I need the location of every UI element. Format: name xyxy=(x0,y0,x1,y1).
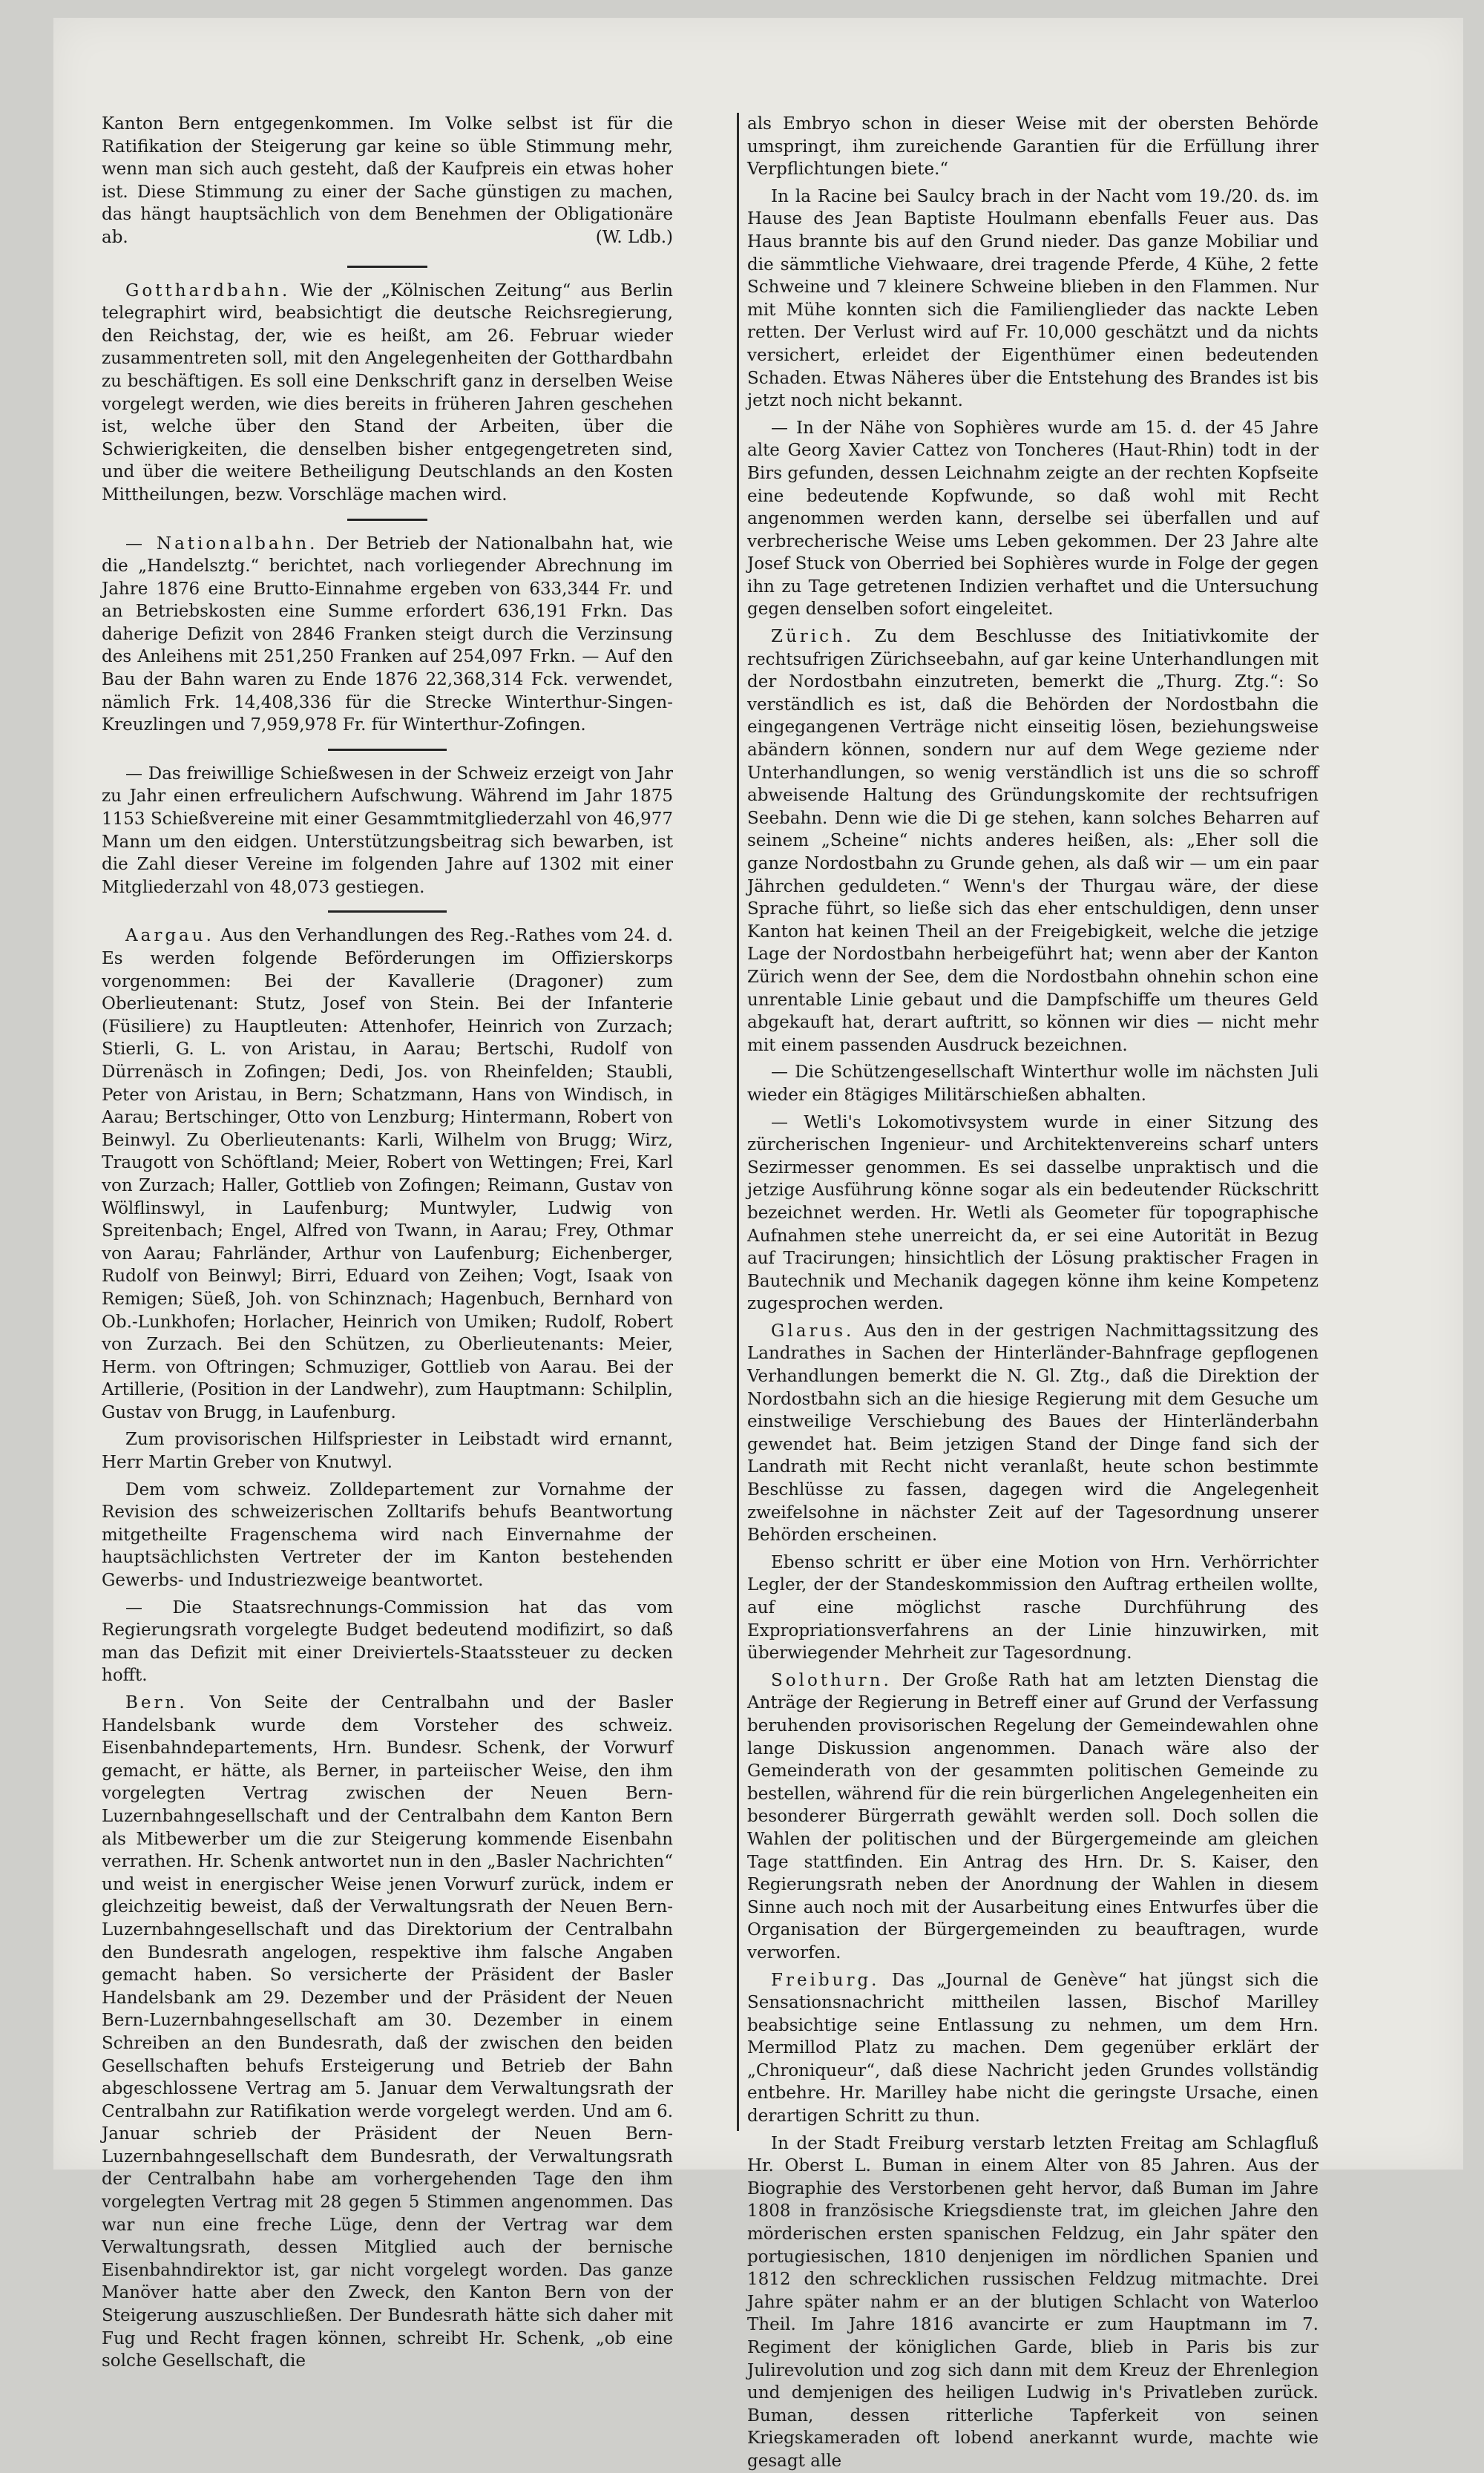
article-zuerich xyxy=(747,625,1319,1057)
article-schiesswesen: — Das freiwillige Schießwesen in der Schweiz erzeigt von Jahr zu Jahr einen erfreulichern Aufschwung. Während im Jahr 1875 1153 Schießvereine mit einer Gesammtmitgliederzahl von 46,977 Mann um den eidgen. Unterstützungsbeitrag sich bewarben, ist die Zahl dieser Vereine im folgenden Jahre auf 1302 mit einer Mitgliederzahl von 48,073 gestiegen. xyxy=(102,763,673,897)
article-text: Von Seite der Centralbahn und der Basler Handelsbank wurde dem Vorsteher des schweiz. Eisenbahndepartements, Hrn. Bundesr. Schenk, der Vorwurf gemacht, er hätte, als Berner, in parteiischer Weise, den ihm vorgelegten Vertrag zwischen der Neuen Bern-Luzernbahngesellschaft und der Centralbahn dem Kanton Bern als Mitbewerber um die zur Steigerung kommende Eisenbahn verrathen. Hr. Schenk antwortet nun in den „Basler Nachrichten“ und weist in energischer Weise jenen Vorwurf zurück, indem er gleichzeitig beweist, daß der Verwaltungsrath der Neuen Bern-Luzernbahngesellschaft und das Direktorium der Centralbahn den Bundesrath angelogen, respektive ihm falsche Angaben gemacht haben. So versicherte der Präsident der Basler Handelsbank am 29. Dezember und der Präsident der Neuen Bern-Luzernbahngesellschaft am 30. Dezember in einem Schreiben an den Bundesrath, daß der zwischen den beiden Gesellschaften behufs Ersteigerung und Betrieb der Bahn abgeschlossene Vertrag am 5. Januar dem Verwaltungsrath der Centralbahn zur Ratifikation werde vorgelegt werden. Und am 6. Januar schrieb der Präsident der Neuen Bern-Luzernbahngesellschaft dem Bundesrath, der Verwaltungsrath der Centralbahn habe am vorhergehenden Tage den ihm vorgelegten Vertrag mit 28 gegen 5 Stimmen angenommen. Das war nun eine freche Lüge, denn der Vertrag war dem Verwaltungsrath, dessen Mitglied auch der bernische Eisenbahndirektor ist, gar nicht vorgelegt worden. Das ganze Manöver hatte aber den Zweck, den Kanton Bern von der Steigerung auszuschließen. Der Bundesrath hätte sich daher mit Fug und Recht fragen können, schreibt Hr. Schenk, „ob eine solche Gesellschaft, die xyxy=(102,1693,673,2371)
section-heading: Solothurn. xyxy=(771,1670,892,1690)
section-heading: Glarus. xyxy=(771,1321,855,1341)
article-text: Das „Journal de Genève“ hat jüngst sich die Sensationsnachricht mittheilen lassen, Bischof Marilley beabsichtige seine Entlassung zu nehmen, um dem Hrn. Mermillod Platz zu machen. Dem gegenüber erklärt der „Chroniqueur“, daß diese Nachricht jeden Grundes vollständig entbehre. Hr. Marilley habe nicht die geringste Ursache, einen derartigen Schritt zu thun. xyxy=(747,1970,1319,2126)
article-text: Zu dem Beschlusse des Initiativkomite der rechtsufrigen Zürichseebahn, auf gar keine Unterhandlungen mit der Nordostbahn einzutreten, bemerkt die „Thurg. Ztg.“: So verständlich es ist, daß die Behörden der Nordostbahn die eingegangenen Verträge nicht einseitig lösen, beziehungsweise abändern können, sondern nur auf dem Wege gezieme nder Unterhandlungen, so wenig verständlich ist uns die so schroff abweisende Haltung des Gründungskomite der rechtsufrigen Seebahn. Denn wie die Di ge stehen, kann solches Beharren auf seinem „Scheine“ nichts anderes heißen, als: „Eher soll die ganze Nordostbahn zu Grunde gehen, als daß wir — um ein paar Jährchen geduldeten.“ Wenn's der Thurgau wäre, der diese Sprache führt, so ließe sich das eher entschuldigen, denn unser Kanton hat keinen Theil an der Freigebigkeit, welche die jetzige Lage der Nordostbahn herbeigeführt hat; wenn aber der Kanton Zürich wenn der See, dem die Nordostbahn ohnehin schon eine unrentable Linie gebaut und die Dampfschiffe um theures Geld abgekauft hat, derart auftritt, so können wir dies — nicht mehr mit einem passenden Ausdruck bezeichnen. xyxy=(747,627,1319,1055)
newspaper-page xyxy=(53,18,1463,2471)
article-paragraph: — Die Schützengesellschaft Winterthur wolle im nächsten Juli wieder ein 8tägiges Militärschießen abhalten. xyxy=(747,1063,1319,1105)
source-signature: (W. Ldb.) xyxy=(595,227,673,247)
section-heading: — Nationalbahn. xyxy=(125,533,318,554)
article-paragraph: — In der Nähe von Sophières wurde am 15. d. der 45 Jahre alte Georg Xavier Cattez von Toncheres (Haut-Rhin) todt in der Birs gefunden, dessen Leichnahm zeigte an der rechten Kopfseite eine bedeutende Kopfwunde, so daß wohl mit Recht angenommen werden kann, derselbe sei überfallen und auf verbrecherische Weise ums Leben gekommen. Der 23 Jahre alte Josef Stuck von Oberried bei Sophières wurde in Folge der gegen ihn zu Tage getretenen Indizien verhaftet und die Untersuchung gegen denselben sofort eingeleitet. xyxy=(747,418,1319,620)
article-text: Wie der „Kölnischen Zeitung“ aus Berlin telegraphirt wird, beabsichtigt die deutsche Reichsregierung, den Reichstag, der, wie es heißt, am 26. Februar wieder zusammentreten soll, mit den Angelegenheiten der Gotthardbahn zu beschäftigen. Es soll eine Denkschrift ganz in derselben Weise vorgelegt werden, wie dies bereits in früheren Jahren geschehen ist, welche über den Stand der Arbeiten, über die Schwierigkeiten, die denselben bisher entgegengetreten sind, und über die weitere Betheiligung Deutschlands an den Kosten Mittheilungen, bezw. Vorschläge machen wird. xyxy=(102,280,673,505)
article-paragraph: Ebenso schritt er über eine Motion von Hrn. Verhörrichter Legler, der der Standeskommission den Auftrag ertheilen wollte, auf eine möglichst rasche Durchführung des Expropriationsverfahrens an der Linie hinzuwirken, mit überwiegender Mehrheit zur Tagesordnung. xyxy=(747,1552,1319,1664)
section-divider xyxy=(328,910,447,913)
column-rule xyxy=(737,113,739,2131)
article-continuation: als Embryo schon in dieser Weise mit der obersten Behörde umspringt, ihm zureichende Garantien für die Erfüllung ihrer Verpflichtungen biete.“ xyxy=(747,114,1319,180)
article-paragraph: — Die Staatsrechnungs-Commission hat das vom Regierungsrath vorgelegte Budget bedeutend modifizirt, so daß man das Defizit mit einer Dreiviertels-Staatssteuer zu decken hofft. xyxy=(102,1597,673,1686)
section-heading: Gotthardbahn. xyxy=(125,280,291,300)
article-paragraph: In der Stadt Freiburg verstarb letzten Freitag am Schlagfluß Hr. Oberst L. Buman in einem Alter von 85 Jahren. Aus der Biographie des Verstorbenen geht hervor, daß Buman im Jahre 1808 in französische Kriegsdienste trat, im gleichen Jahre den mörderischen ersten spanischen Feldzug, ein Jahr später den portugiesischen, 1810 denjenigen im nördlichen Spanien und 1812 den schrecklichen russischen Feldzug mitmachte. Drei Jahre später nahm er an der blutigen Schlacht von Waterloo Theil. Im Jahre 1816 avancirte er zum Hauptmann im 7. Regiment der königlichen Garde, blieb in Paris bis zur Julirevolution und zog sich dann mit dem Kreuz der Ehrenlegion und demjenigen des heiligen Ludwig in's Privatleben zurück. Buman, dessen ritterliche Tapferkeit von seinen Kriegskameraden oft lobend anerkannt wurde, machte wie gesagt alle xyxy=(747,2133,1319,2471)
article-text: Kanton Bern entgegenkommen. Im Volke selbst ist für die Ratifikation der Steigerung gar keine so üble Stimmung mehr, wenn man sich auch gesteht, daß der Kaufpreis ein etwas hoher ist. Diese Stimmung zu einer der Sache günstigen zu machen, das hängt hauptsächlich von dem Benehmen der Obligationäre ab. xyxy=(102,114,673,247)
article-gotthardbahn xyxy=(102,280,673,507)
article-glarus xyxy=(747,1320,1319,1547)
article-bern xyxy=(102,1692,673,2373)
article-nationalbahn xyxy=(102,533,673,737)
article-paragraph: Dem vom schweiz. Zolldepartement zur Vornahme der Revision des schweizerischen Zolltarifs behufs Beantwortung mitgetheilte Fragenschema wird nach Einvernahme der hauptsächlichsten Vertreter der im Kanton bestehenden Gewerbs- und Industriezweige beantwortet. xyxy=(102,1479,673,1591)
article-freiburg xyxy=(747,1969,1319,2128)
section-heading: Zürich. xyxy=(771,627,855,647)
article-paragraph: Zum provisorischen Hilfspriester in Leibstadt wird ernannt, Herr Martin Greber von Knutwyl. xyxy=(102,1430,673,1473)
section-heading: Bern. xyxy=(125,1693,188,1712)
section-divider xyxy=(347,266,427,268)
right-column xyxy=(747,113,1319,2471)
article-text: Der Große Rath hat am letzten Dienstag die Anträge der Regierung in Betreff einer auf Grund der Verfassung beruhenden provisorischen Regelung der Gemeindewahlen ohne lange Diskussion angenommen. Danach wäre also der Gemeinderath von der gesammten politischen Gemeinde zu bestellen, während für die rein bürgerlichen Angelegenheiten ein besonderer Bürgerrath gewählt werden soll. Doch sollen die Wahlen der politischen und der Bürgergemeinde am gleichen Tage stattfinden. Ein Antrag des Hrn. Dr. S. Kaiser, den Regierungsrath neben der Anordnung der Wahlen in diesem Sinne auch noch mit der Ausarbeitung eines Entwurfes über die Organisation der Bürgergemeinden zu beauftragen, wurde verworfen. xyxy=(747,1670,1319,1963)
section-heading: Aargau. xyxy=(125,926,214,946)
section-divider xyxy=(347,519,427,521)
article-text: Aus den in der gestrigen Nachmittagssitzung des Landrathes in Sachen der Hinterländer-Bahnfrage gepflogenen Verhandlungen bemerkt die N. Gl. Ztg., daß die Direktion der Nordostbahn sich an die hiesige Regierung mit dem Gesuche um einstweilige Verschiebung des Baues der Hinterländerbahn gewendet hat. Beim jetzigen Stand der Dinge fand sich der Landrath mit Recht nicht veranlaßt, heute schon bestimmte Beschlüsse zu fassen, dagegen wird die Angelegenheit zweifelsohne in nächster Zeit auf der Tagesordnung unserer Behörden erscheinen. xyxy=(747,1321,1319,1546)
article-aargau xyxy=(102,924,673,1424)
article-bern-continuation xyxy=(102,113,673,249)
section-divider xyxy=(328,749,447,751)
left-column xyxy=(102,113,674,2371)
article-solothurn xyxy=(747,1669,1319,1965)
article-paragraph: — Wetli's Lokomotivsystem wurde in einer Sitzung des zürcherischen Ingenieur- und Architektenvereins scharf unters Sezirmesser genommen. Es sei dasselbe unpraktisch und die jetzige Ausführung könne sogar als ein bedeutender Rückschritt bezeichnet werden. Hr. Wetli als Geometer für topographische Aufnahmen stehe unerreicht da, er sei eine Autorität in Bezug auf Tracirungen; hinsichtlich der Lösung praktischer Fragen in Bautechnik und Mechanik dagegen könne ihm keine Kompetenz zugesprochen werden. xyxy=(747,1112,1319,1314)
article-text: Aus den Verhandlungen des Reg.-Rathes vom 24. d. Es werden folgende Beförderungen im Offizierskorps vorgenommen: Bei der Kavallerie (Dragoner) zum Oberlieutenant: Stutz, Josef von Stein. Bei der Infanterie (Füsiliere) zu Hauptleuten: Attenhofer, Heinrich von Zurzach; Stierli, G. L. von Aristau, in Aarau; Bertschi, Rudolf von Dürrenäsch in Zofingen; Dedi, Jos. von Rheinfelden; Staubli, Peter von Aristau, in Bern; Schatzmann, Hans von Windisch, in Aarau; Bertschinger, Otto von Lenzburg; Hintermann, Robert von Beinwyl. Zu Oberlieutenants: Karli, Wilhelm von Brugg; Wirz, Traugott von Schöftland; Meier, Robert von Wettingen; Frei, Karl von Zurzach; Haller, Gottlieb von Zofingen; Reimann, Gustav von Wölflinswyl, in Laufenburg; Muntwyler, Ludwig von Spreitenbach; Engel, Alfred von Twann, in Aarau; Frey, Othmar von Aarau; Fahrländer, Arthur von Laufenburg; Eichenberger, Rudolf von Beinwyl; Birri, Eduard von Zeihen; Vogt, Isaak von Remigen; Süeß, Joh. von Schinznach; Hagenbuch, Bernhard von Ob.-Lunkhofen; Horlacher, Heinrich von Umiken; Rudolf, Robert von Zurzach. Bei den Schützen, zu Oberlieutenants: Meier, Herm. von Oftringen; Schmuziger, Gottlieb von Aarau. Bei der Artillerie, (Position in der Landwehr), zum Hauptmann: Schilplin, Gustav von Brugg, in Laufenburg. xyxy=(102,926,674,1422)
article-paragraph: In la Racine bei Saulcy brach in der Nacht vom 19./20. ds. im Hause des Jean Baptiste Houlmann ebenfalls Feuer aus. Das Haus brannte bis auf den Grund nieder. Das ganze Mobiliar und die sämmtliche Viehwaare, drei tragende Pferde, 4 Kühe, 2 fette Schweine und 7 kleinere Schweine blieben in den Flammen. Nur mit Mühe konnten sich die Familienglieder das nackte Leben retten. Der Verlust wird auf Fr. 10,000 geschätzt und da nichts versichert, erleidet der Eigenthümer einen bedeutenden Schaden. Etwas Näheres über die Entstehung des Brandes ist bis jetzt noch nicht bekannt. xyxy=(747,186,1319,411)
article-text: Der Betrieb der Nationalbahn hat, wie die „Handelsztg.“ berichtet, nach vorliegender Abrechnung im Jahre 1876 eine Brutto-Einnahme ergeben von 633,344 Fr. und an Betriebskosten eine Summe erfordert 636,191 Frkn. Das daherige Defizit von 2846 Franken steigt durch die Verzinsung des Anleihens mit 251,250 Franken auf 254,097 Frkn. — Auf den Bau der Bahn waren zu Ende 1876 22,368,314 Fck. verwendet, nämlich Frk. 14,408,336 für die Strecke Winterthur-Singen-Kreuzlingen und 7,959,978 Fr. für Winterthur-Zofingen. xyxy=(102,533,673,735)
section-heading: Freiburg. xyxy=(771,1970,880,1990)
